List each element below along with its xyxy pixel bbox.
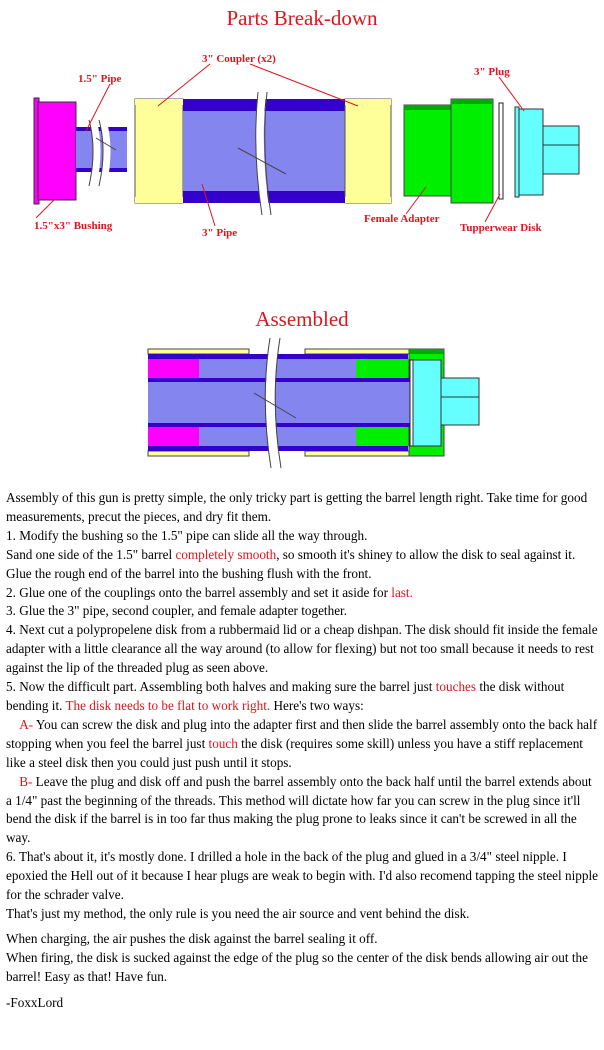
step-2: 2. Glue one of the couplings onto the barrel assembly and set it aside for last. [6, 584, 413, 600]
label-plug: 3" Plug [474, 66, 510, 78]
highlight-smooth: completely smooth [175, 546, 277, 562]
signature: -FoxxLord [6, 994, 64, 1010]
highlight-flat: The disk needs to be flat to work right. [65, 697, 271, 713]
label-bushing: 1.5"x3" Bushing [34, 220, 113, 232]
label-disk: Tupperwear Disk [460, 222, 542, 234]
step-1-detail: Sand one side of the 1.5" barrel completely smooth, so smooth it's shiney to allow the disk to seal against it. Glue the rough end of the barrel into the bushing flush with the front. [6, 546, 576, 581]
assembled-barrel [148, 378, 410, 427]
bushing-part [34, 98, 76, 204]
charging-note: When charging, the air pushes the disk against the barrel sealing it off. [6, 930, 378, 946]
method-a: A- You can screw the disk and plug into the adapter first and then slide the barrel assembly onto the back half stopping when you feel the barrel just touch the disk (requires some skill) unless you have a stiff replacement like a steel disk then you could just push until it stops. [6, 716, 598, 770]
assembled-diagram [0, 330, 604, 470]
label-coupler: 3" Coupler (x2) [202, 53, 276, 65]
assembled-title: Assembled [255, 307, 349, 331]
highlight-touches: touches [435, 679, 477, 695]
step-5: 5. Now the difficult part. Assembling both halves and making sure the barrel just touches the disk without bending it. The disk needs to be flat to work right. Here's two ways: [6, 679, 565, 713]
method-b: B- Leave the plug and disk off and push the barrel assembly onto the back half until the barrel extends about a 1/4" past the beginning of the threads. This method will dictate how far you can screw in the plug since it'll bend the disk if the barrel is in too far thus making the plug prone to leaks since it can't be screwed in all the way. [6, 773, 592, 846]
step-3: 3. Glue the 3" pipe, second coupler, and female adapter together. [6, 603, 348, 619]
highlight-last: last. [391, 584, 413, 600]
label-pipe-3: 3" Pipe [202, 227, 238, 239]
instructions [6, 489, 598, 1012]
breakdown-title: Parts Break-down [226, 6, 378, 30]
coupler-left-part [135, 99, 183, 203]
label-female-adapter: Female Adapter [364, 213, 440, 225]
method-note: That's just my method, the only rule is you need the air source and vent behind the disk. [6, 905, 470, 921]
plug-part [515, 107, 579, 197]
intro-paragraph: Assembly of this gun is pretty simple, the only tricky part is getting the barrel length right. Take time for good measurements, precut the pieces, and dry fit them. [6, 490, 588, 524]
parts-breakdown-diagram [0, 0, 604, 250]
female-adapter-part [404, 99, 493, 203]
step-1: 1. Modify the bushing so the 1.5" pipe can slide all the way through. [6, 527, 368, 543]
step-4: 4. Next cut a polypropelene disk from a rubbermaid lid or a cheap dishpan. The disk should fit inside the female adapter with a little clearance all the way around (to allow for flexing) but not too small because it needs to rest against the lip of the threaded plug as seen above. [6, 622, 598, 676]
firing-note: When firing, the disk is sucked against the edge of the plug so the center of the disk bends allowing air out the barrel! Easy as that! Have fun. [6, 949, 588, 984]
step-6: 6. That's about it, it's mostly done. I drilled a hole in the back of the plug and glued in a 3/4" steel nipple. I epoxied the Hell out of it because I hear plugs are weak to begin with. I'd also recomend tapping the steel nipple for the schrader valve. [6, 849, 598, 903]
label-pipe-1-5: 1.5" Pipe [78, 73, 122, 85]
highlight-touch: touch [208, 735, 238, 751]
assembled-plug [413, 360, 479, 446]
method-b-label: B- [19, 773, 33, 789]
tupperwear-disk-part [499, 103, 503, 199]
method-a-label: A- [19, 716, 34, 732]
pipe-1-5-part [76, 120, 127, 186]
